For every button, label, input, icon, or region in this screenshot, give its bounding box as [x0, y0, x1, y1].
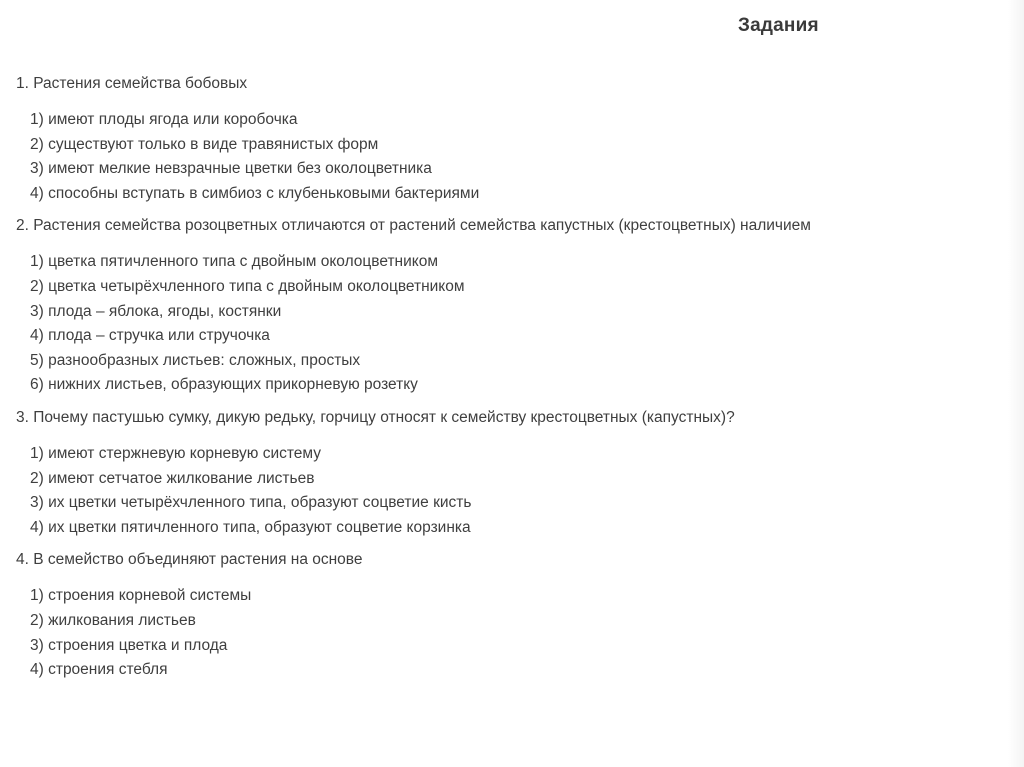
answer-option: 3) строения цветка и плода	[30, 636, 228, 654]
answer-option: 3) их цветки четырёхчленного типа, образуют соцветие кисть	[30, 494, 472, 512]
answer-option: 4) плода – стручка или стручочка	[30, 327, 270, 345]
questions-list	[16, 72, 996, 691]
page-title: Задания	[738, 15, 819, 36]
question-1	[16, 72, 996, 206]
answer-option: 3) имеют мелкие невзрачные цветки без околоцветника	[30, 160, 432, 178]
answer-option: 2) имеют сетчатое жилкование листьев	[30, 469, 315, 487]
answer-option: 5) разнообразных листьев: сложных, простых	[30, 351, 361, 369]
answer-option: 1) имеют плоды ягода или коробочка	[30, 111, 298, 128]
question-2	[16, 214, 996, 398]
answer-option: 2) цветка четырёхчленного типа с двойным околоцветником	[30, 277, 465, 295]
question-text: 4. В семейство объединяют растения на основе	[16, 551, 363, 569]
answer-option: 2) существуют только в виде травянистых форм	[30, 135, 379, 153]
answer-option: 4) строения стебля	[30, 661, 168, 679]
answer-options	[30, 108, 996, 206]
answer-option: 1) цветка пятичленного типа с двойным околоцветником	[30, 253, 439, 271]
question-text: 1. Растения семейства бобовых	[16, 75, 248, 92]
answer-option: 1) имеют стержневую корневую систему	[30, 444, 321, 462]
answer-options	[30, 584, 996, 682]
question-text: 3. Почему пастушью сумку, дикую редьку, горчицу относят к семейству крестоцветных (капустных)?	[16, 408, 735, 426]
answer-options	[30, 442, 996, 540]
answer-options	[30, 250, 996, 398]
answer-option: 4) способны вступать в симбиоз с клубеньковыми бактериями	[30, 184, 480, 202]
answer-option: 3) плода – яблока, ягоды, костянки	[30, 302, 282, 320]
answer-option: 2) жилкования листьев	[30, 611, 196, 629]
answer-option: 6) нижних листьев, образующих прикорневую розетку	[30, 376, 418, 394]
question-text: 2. Растения семейства розоцветных отличаются от растений семейства капустных (крестоцветных) наличием	[16, 217, 811, 235]
question-3	[16, 406, 996, 540]
question-4	[16, 548, 996, 682]
answer-option: 4) их цветки пятичленного типа, образуют соцветие корзинка	[30, 518, 471, 536]
answer-option: 1) строения корневой системы	[30, 587, 252, 605]
